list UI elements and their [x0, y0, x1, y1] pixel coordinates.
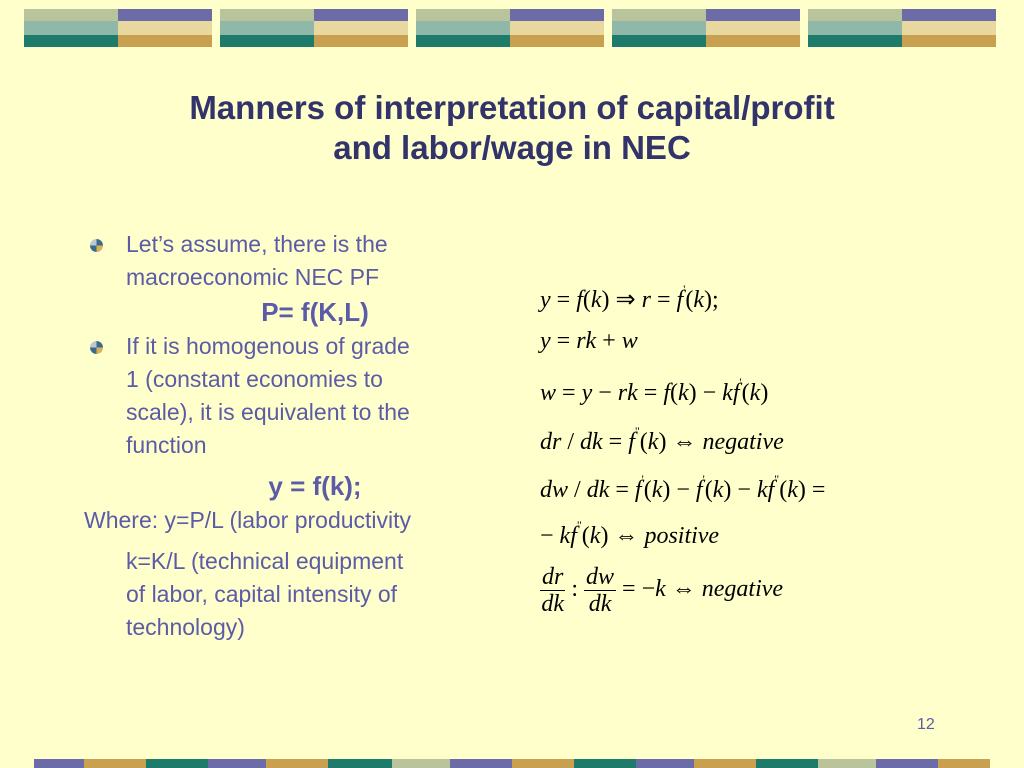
deco-tile: [24, 9, 212, 47]
bullet-item-1: [84, 228, 504, 294]
fraction-dw-dk: $\frac{dw}{dk}$: [586, 564, 615, 617]
equation-3: w = y − rk = f(k) − kf'(k): [540, 375, 769, 406]
bullet-dot-icon: [90, 341, 103, 354]
equation-5: dw / dk = f'(k) − f'(k) − kf"(k) =: [540, 472, 826, 503]
deco-tile: [220, 9, 408, 47]
formula-intensive-form: y = f(k);: [268, 471, 362, 501]
page-number: 12: [917, 716, 935, 733]
negative-label: negative: [702, 429, 784, 455]
bullet-2-line-4: function: [126, 432, 207, 458]
title-line-2: and labor/wage in NEC: [333, 129, 691, 166]
title-line-1: Manners of interpretation of capital/profit: [189, 89, 835, 126]
negative-label: negative: [701, 576, 784, 603]
bullet-2-line-3: scale), it is equivalent to the: [126, 399, 410, 425]
equation-7: $\frac{dr}{dk}$ : $\frac{dw}{dk}$ = −k ⇔ negative: [541, 564, 784, 617]
where-line-1: Where: y=P/L (labor productivity: [84, 507, 412, 533]
slide-title: [60, 88, 964, 168]
equation-2: y = rk + w: [540, 328, 638, 354]
top-decoration: [0, 0, 1024, 50]
equation-1: y = f(k) ⇒ r = f'(k);: [540, 282, 719, 313]
equation-4: dr / dk = f"(k) ⇔ negative: [540, 424, 784, 455]
deco-tile: [416, 9, 604, 47]
bullet-item-2: [84, 330, 504, 462]
equation-6: − kf"(k) ⇔ positive: [540, 518, 720, 549]
deco-tile: [808, 9, 996, 47]
where-line-3: of labor, capital intensity of: [126, 581, 398, 607]
where-line-4: technology): [126, 614, 245, 640]
bottom-decoration: [0, 759, 1024, 768]
bullet-2-line-2: 1 (constant economies to: [126, 366, 383, 392]
bullet-dot-icon: [90, 239, 103, 252]
fraction-dr-dk: $\frac{dr}{dk}$: [541, 564, 564, 617]
where-line-2: k=K/L (technical equipment: [126, 548, 404, 574]
formula-production-function: P= f(K,L): [261, 297, 369, 327]
left-text-column: [84, 228, 504, 644]
deco-tile: [612, 9, 800, 47]
bullet-2-line-1: If it is homogenous of grade: [126, 333, 410, 359]
positive-label: positive: [644, 523, 720, 549]
bullet-1-line-2: macroeconomic NEC PF: [126, 264, 380, 290]
bullet-1-line-1: Let’s assume, there is the: [126, 231, 388, 257]
